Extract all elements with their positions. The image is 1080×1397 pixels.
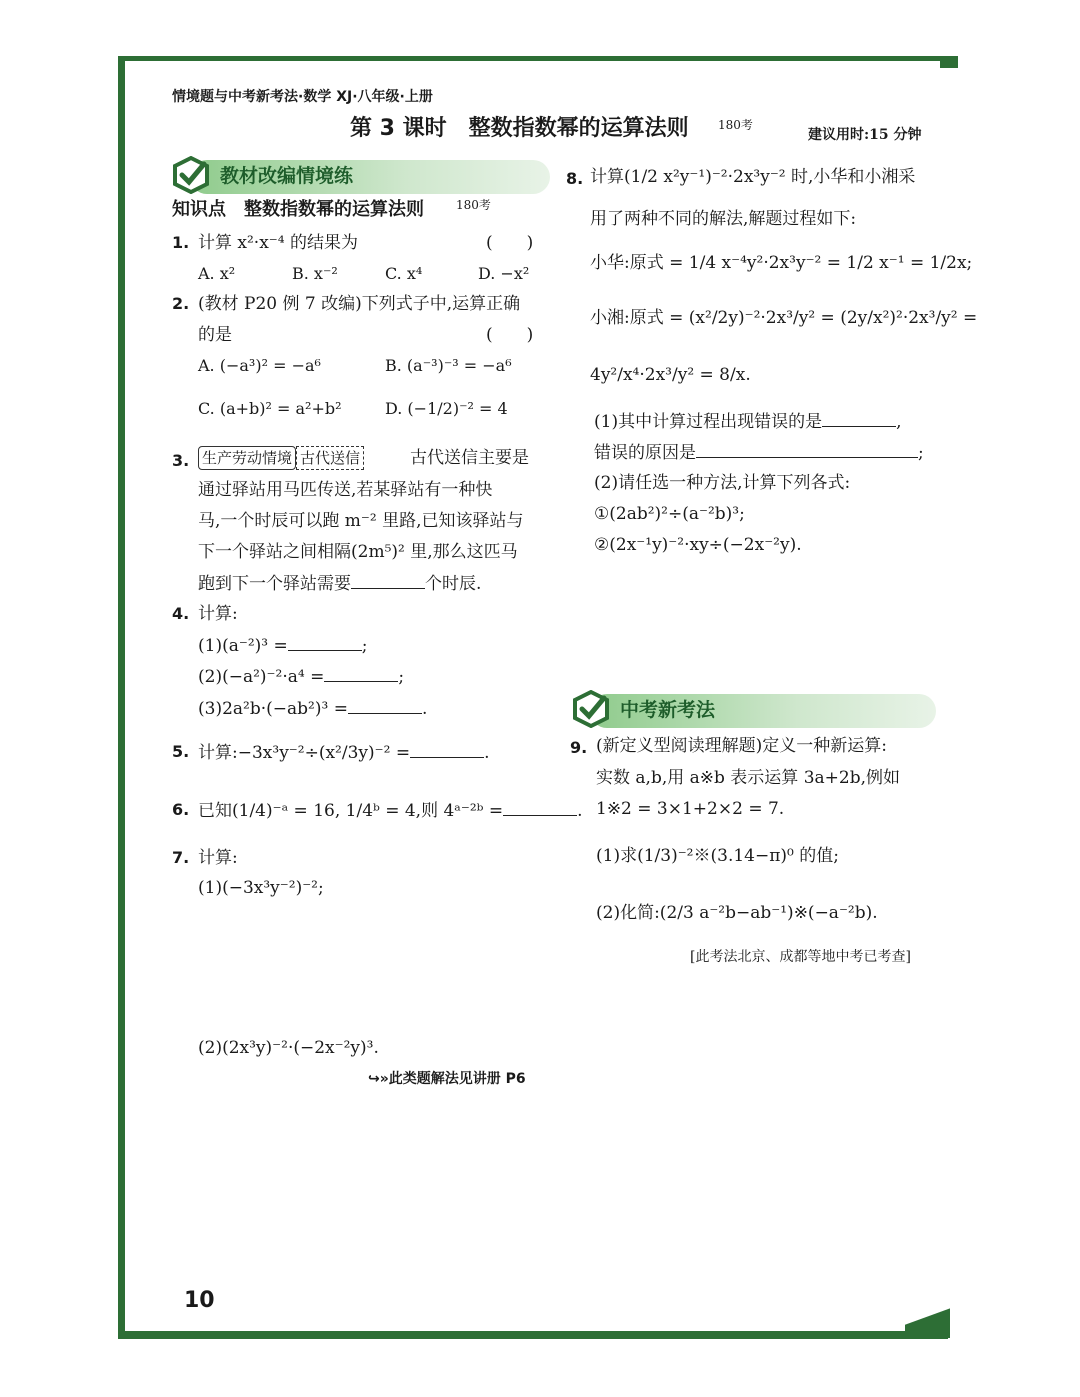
- q5-number: 5.: [172, 742, 190, 761]
- q7-item-1: (1)(−3x³y⁻²)⁻²;: [198, 878, 324, 898]
- q1-option-c: C. x⁴: [385, 264, 423, 283]
- q8-xiaoxiang: 小湘:原式 = (x²/2y)⁻²·2x³/y² = (2y/x²)²·2x³/y² =: [590, 308, 978, 328]
- q9-part-1: (1)求(1/3)⁻²※(3.14−π)⁰ 的值;: [596, 846, 839, 866]
- q8-part-1b-text: 错误的原因是: [594, 443, 696, 463]
- q8-item-1: ①(2ab²)²÷(a⁻²b)³;: [594, 504, 745, 524]
- page-frame-bottom-corner: [905, 1300, 950, 1338]
- q4-blank-2[interactable]: [324, 665, 398, 682]
- q4-item-2: (2)(−a²)⁻²·a⁴ = ;: [198, 667, 405, 687]
- q7-number: 7.: [172, 848, 190, 867]
- q6-blank[interactable]: [503, 799, 577, 816]
- page-frame-bottom: [118, 1331, 948, 1339]
- q3-tail: 个时辰.: [425, 574, 482, 594]
- page-frame-corner: [940, 56, 958, 68]
- q6-number: 6.: [172, 800, 190, 819]
- q7-note-text: 此类题解法见讲册 P6: [388, 1071, 526, 1087]
- q9-stem-2: 实数 a,b,用 a※b 表示运算 3a+2b,例如: [596, 768, 900, 788]
- q4-number: 4.: [172, 604, 190, 623]
- arrow-icon: ↪»: [368, 1071, 389, 1087]
- check-badge-icon: [172, 156, 210, 194]
- knowledge-point-title: 知识点 整数指数幂的运算法则: [172, 199, 424, 220]
- q4-stem: 计算:: [198, 604, 238, 624]
- q9-part-2: (2)化简:(2/3 a⁻²b−ab⁻¹)※(−a⁻²b).: [596, 903, 878, 923]
- section-title-2: 中考新考法: [620, 699, 716, 721]
- q2-paren: ( ): [486, 325, 534, 345]
- section-title-1: 教材改编情境练: [220, 165, 354, 187]
- q8-blank-1[interactable]: [822, 410, 896, 427]
- lesson-title: 第 3 课时 整数指数幂的运算法则: [350, 116, 689, 141]
- q2-option-a: A. (−a³)² = −a⁶: [198, 356, 321, 375]
- page-number: 10: [184, 1288, 215, 1313]
- q6-expression: 已知(1/4)⁻ᵃ = 16, 1/4ᵇ = 4,则 4ᵃ⁻²ᵇ =: [198, 801, 504, 821]
- q3-line-5: [198, 572, 481, 595]
- q8-part-1: (1)其中计算过程出现错误的是 ,: [594, 412, 902, 432]
- q3-tag-context: 生产劳动情境: [198, 446, 296, 470]
- q3-line-1: 古代送信主要是: [410, 448, 529, 468]
- q4-item-3: (3)2a²b·(−ab²)³ = .: [198, 699, 428, 719]
- q1-number: 1.: [172, 233, 190, 252]
- q2-stem: (教材 P20 例 7 改编)下列式子中,运算正确: [198, 294, 521, 314]
- q1-option-d: D. −x²: [478, 264, 530, 283]
- q8-item-2: ②(2x⁻¹y)⁻²·xy÷(−2x⁻²y).: [594, 535, 802, 555]
- q9-stem-3: 1※2 = 3×1+2×2 = 7.: [596, 799, 785, 819]
- q2-option-c: C. (a+b)² = a²+b²: [198, 399, 342, 418]
- q4-item-2-text: (2)(−a²)⁻²·a⁴ =: [198, 667, 325, 687]
- q8-part-2: (2)请任选一种方法,计算下列各式:: [594, 473, 851, 493]
- q1-option-b: B. x⁻²: [292, 264, 338, 283]
- q1-stem: 计算 x²·x⁻⁴ 的结果为: [198, 233, 358, 253]
- q2-option-d: D. (−1/2)⁻² = 4: [385, 399, 508, 418]
- q4-item-3-text: (3)2a²b·(−ab²)³ =: [198, 699, 348, 719]
- q3-tag-topic: 古代送信: [296, 446, 364, 470]
- q5-blank[interactable]: [410, 741, 484, 758]
- q3-answer-blank[interactable]: [351, 572, 425, 589]
- q2-stem-cont: 的是: [198, 325, 232, 345]
- q3-line-2: 通过驿站用马匹传送,若某驿站有一种快: [198, 480, 493, 500]
- q5-expression: 计算:−3x³y⁻²÷(x²/3y)⁻² =: [198, 743, 411, 763]
- q3-tags: [198, 446, 364, 470]
- q9-stem: (新定义型阅读理解题)定义一种新运算:: [596, 736, 887, 756]
- lesson-sup: 180考: [718, 118, 753, 132]
- page-frame-top: [118, 56, 958, 61]
- time-hint: 建议用时:15 分钟: [808, 127, 922, 143]
- q1-paren: ( ): [486, 233, 534, 253]
- page-frame-left: [118, 56, 125, 1338]
- q8-number: 8.: [566, 169, 584, 188]
- q8-part-1b: 错误的原因是 ;: [594, 443, 924, 463]
- q8-xiaohua: 小华:原式 = 1/4 x⁻⁴y²·2x³y⁻² = 1/2 x⁻¹ = 1/2x;: [590, 253, 973, 273]
- q6-text: 已知(1/4)⁻ᵃ = 16, 1/4ᵇ = 4,则 4ᵃ⁻²ᵇ = .: [198, 801, 583, 821]
- q3-number: 3.: [172, 451, 190, 470]
- q3-line-5-text: 跑到下一个驿站需要: [198, 574, 351, 594]
- q1-option-a: A. x²: [198, 264, 236, 283]
- q5-text: 计算:−3x³y⁻²÷(x²/3y)⁻² = .: [198, 743, 490, 763]
- q2-option-b: B. (a⁻³)⁻³ = −a⁶: [385, 356, 512, 375]
- q8-stem: 计算(1/2 x²y⁻¹)⁻²·2x³y⁻² 时,小华和小湘采: [590, 167, 916, 187]
- q4-item-1-text: (1)(a⁻²)³ =: [198, 636, 288, 656]
- q3-line-4: 下一个驿站之间相隔(2m⁵)² 里,那么这匹马: [198, 542, 518, 562]
- q8-xiaoxiang-cont: 4y²/x⁴·2x³/y² = 8/x.: [590, 365, 751, 385]
- q7-stem: 计算:: [198, 848, 238, 868]
- q4-blank-1[interactable]: [288, 634, 362, 651]
- q4-blank-3[interactable]: [348, 697, 422, 714]
- knowledge-point-sup: 180考: [456, 198, 491, 212]
- q4-item-1: (1)(a⁻²)³ = ;: [198, 636, 368, 656]
- q3-line-3: 马,一个时辰可以跑 m⁻² 里路,已知该驿站与: [198, 511, 524, 531]
- exam-note: [此考法北京、成都等地中考已考查]: [690, 949, 911, 965]
- q7-note[interactable]: [368, 1068, 526, 1090]
- q8-blank-2[interactable]: [696, 441, 918, 458]
- q7-item-2: (2)(2x³y)⁻²·(−2x⁻²y)³.: [198, 1038, 379, 1058]
- q2-number: 2.: [172, 294, 190, 313]
- q9-number: 9.: [570, 738, 588, 757]
- check-badge-icon: [572, 690, 610, 728]
- book-header: 情境题与中考新考法·数学 XJ·八年级·上册: [172, 89, 433, 105]
- q8-part-1-text: (1)其中计算过程出现错误的是: [594, 412, 823, 432]
- q8-stem-cont: 用了两种不同的解法,解题过程如下:: [590, 209, 857, 229]
